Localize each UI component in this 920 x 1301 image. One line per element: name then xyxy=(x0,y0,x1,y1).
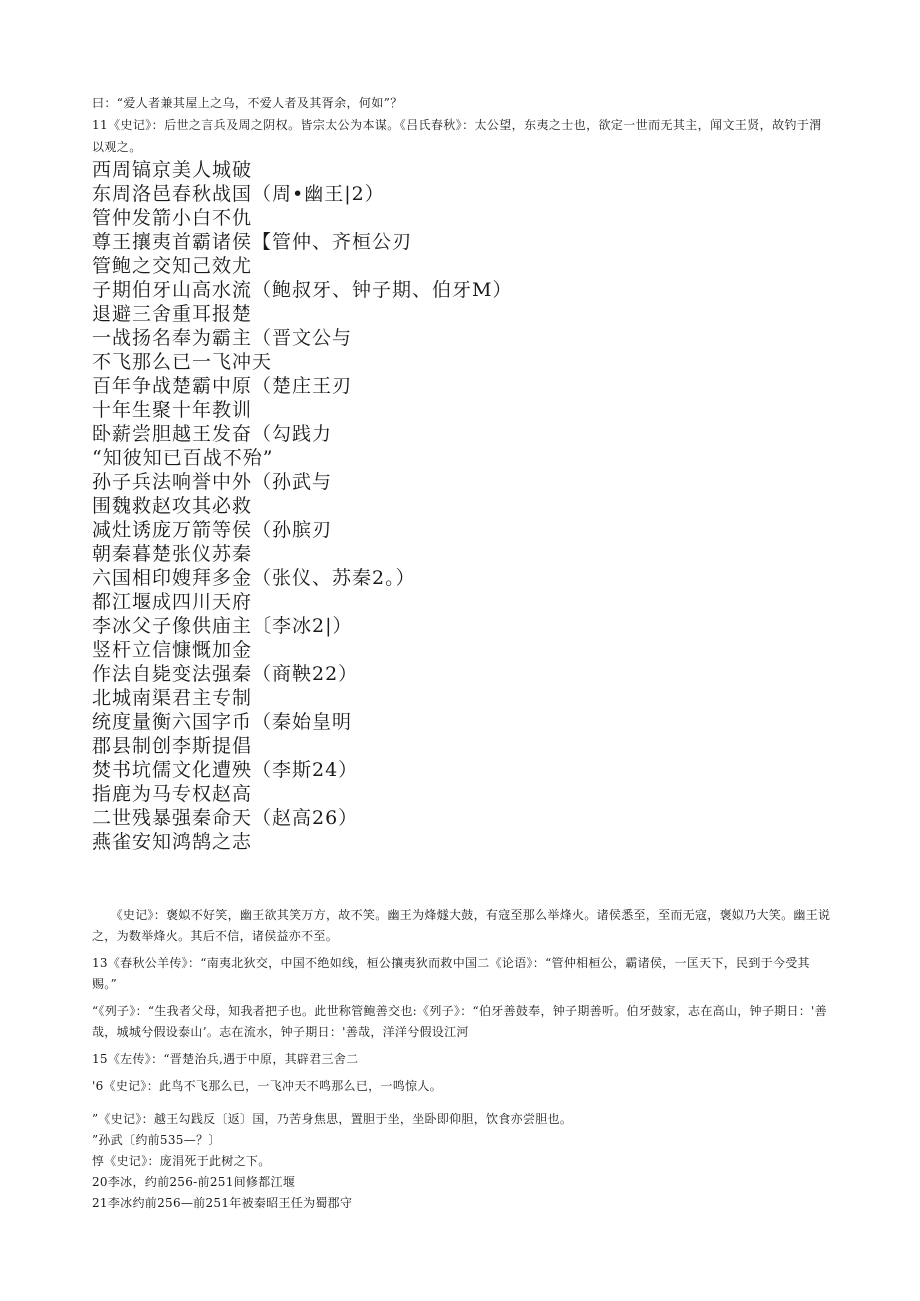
footnote-liezi: “《列子》：“生我者父母，知我者把子也。此世称管鲍善交也:《列子》：“伯牙善鼓奉，钟子期善听。伯牙鼓家，志在高山，钟子期日：'善哉，城城兮假设泰山’。志在流水，钟子期日：'善哉，洋洋兮假设江河 xyxy=(92,1004,827,1039)
footnote-20: 20李冰，约前256-前251间修都江堰 xyxy=(92,1175,296,1189)
verse-line: 子期伯牙山高水流（鲍叔牙、钟子期、伯牙M） xyxy=(92,279,513,301)
verse-line: 西周镐京美人城破 xyxy=(92,159,253,181)
verse-line: 竖杆立信慷慨加金 xyxy=(92,639,253,661)
verse-line: 不飞那么已一飞冲天 xyxy=(92,351,273,373)
footnote-13: 13《春秋公羊传》：“南夷北狄交，中国不绝如线，桓公攘夷狄而救中国二《论语》：“管仲相桓公，霸诸侯，一匡天下，民到于今受其赐。” xyxy=(92,956,810,991)
verse-line: 作法自毙变法强秦（商鞅22） xyxy=(92,663,359,685)
footnote-sunwu: ”孙武〔约前535—？〕 xyxy=(92,1133,221,1147)
footnote-21: 21李冰约前256—前251年被秦昭王任为蜀郡守 xyxy=(92,1196,353,1210)
verse-line: 指鹿为马专权赵高 xyxy=(92,783,253,805)
verse-line: 郡县制创李斯提倡 xyxy=(92,735,253,757)
verse-line: 孙子兵法响誉中外（孙武与 xyxy=(92,471,333,493)
verse-line: 百年争战楚霸中原（楚庄王刃 xyxy=(92,375,353,397)
bottom-footnotes xyxy=(92,905,832,1214)
footnote-shiji-baosi: 《史记》：褒姒不好笑，幽王欲其笑万方，故不笑。幽王为烽燧大鼓，有寇至那么举烽火。诸侯悉至，至而无寇，褒姒乃大笑。幽王说之，为数举烽火。其后不信，诸侯益亦不至。 xyxy=(92,908,831,943)
verse-line: 六国相印嫂拜多金（张仪、苏秦2。） xyxy=(92,567,416,589)
verse-line: 减灶诱庞万箭等侯（孙膑刃 xyxy=(92,519,333,541)
verse-line: 东周洛邑春秋战国（周•幽王|2） xyxy=(92,183,385,205)
footnote-quote-line: 曰：“爱人者兼其屋上之乌，不爱人者及其胥余，何如”？ xyxy=(92,96,403,110)
verse-line: 尊王攘夷首霸诸侯【管仲、齐桓公刃 xyxy=(92,231,413,253)
verse-line: 围魏救赵攻其必救 xyxy=(92,495,253,517)
footnote-shiji-goujian: ”《史记》：越王勾践反〔返〕国，乃苦身焦思，置胆于坐，坐卧即仰胆，饮食亦尝胆也。 xyxy=(92,1112,573,1126)
verse-line: 卧薪尝胆越王发奋（勾践力 xyxy=(92,423,333,445)
verse-line: 朝秦暮楚张仪苏秦 xyxy=(92,543,253,565)
verse-line: 二世残暴强秦命天（赵高26） xyxy=(92,807,359,829)
top-footnotes xyxy=(92,92,832,158)
verse-line: 一战扬名奉为霸主（晋文公与 xyxy=(92,327,353,349)
footnote-11: 11《史记》：后世之言兵及周之阴权。皆宗太公为本谋。《吕氏春秋》：太公望，东夷之士也，欲定一世而无其主，闻文王贤，故钓于渭以观之。 xyxy=(92,118,822,154)
verse-line: 退避三舍重耳报楚 xyxy=(92,303,253,325)
verse-line: 管鲍之交知己效尤 xyxy=(92,255,253,277)
verse-line: “知彼知已百战不殆” xyxy=(92,447,274,469)
footnote-16: '6《史记》：此鸟不飞那么已，一飞冲天不鸣那么已，一鸣惊人。 xyxy=(92,1079,442,1093)
verse-line: 北城南渠君主专制 xyxy=(92,687,253,709)
verse-line: 燕雀安知鸿鹄之志 xyxy=(92,831,253,853)
verse-line: 统度量衡六国字币（秦始皇明 xyxy=(92,711,353,733)
footnote-15: 15《左传》：“晋楚治兵,遇于中原，其辟君三舍二 xyxy=(92,1052,359,1066)
verse-line: 都江堰成四川天府 xyxy=(92,591,253,613)
footnote-pangjuan: 惇《史记》：庞涓死于此树之下。 xyxy=(92,1154,271,1168)
verse-line: 管仲发箭小白不仇 xyxy=(92,207,253,229)
verse-line: 焚书坑儒文化遭殃（李斯24） xyxy=(92,759,359,781)
verse-list xyxy=(92,158,592,854)
verse-line: 李冰父子像供庙主〔李冰2|） xyxy=(92,615,353,637)
verse-line: 十年生聚十年教训 xyxy=(92,399,253,421)
